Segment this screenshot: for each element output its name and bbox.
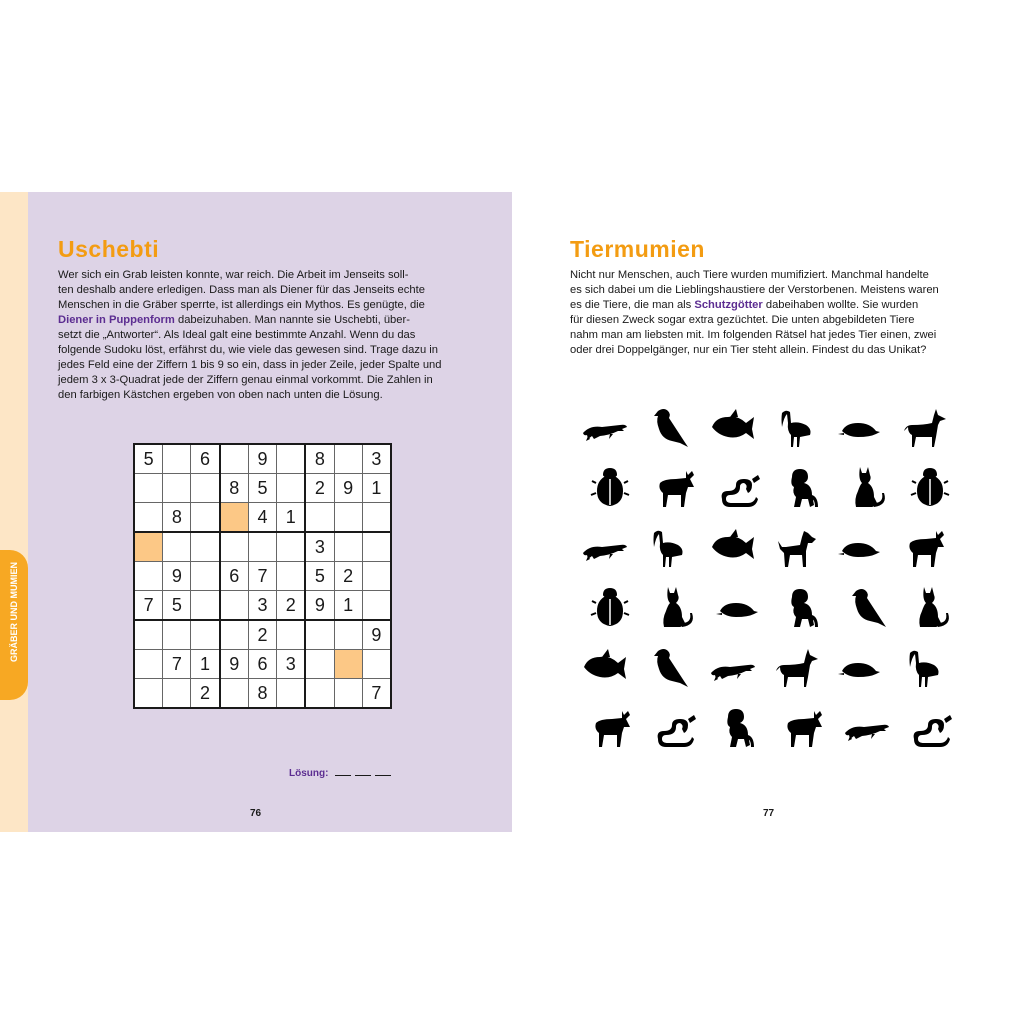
sudoku-row [134, 679, 391, 709]
sudoku-cell [220, 444, 249, 474]
sudoku-cell: 9 [163, 562, 191, 591]
fish-icon [708, 403, 756, 451]
text-line [58, 373, 442, 388]
sudoku-cell-highlighted [134, 532, 163, 562]
scarab-icon [586, 583, 634, 631]
snake-icon [906, 703, 954, 751]
sudoku-cell [277, 562, 306, 591]
sudoku-cell: 6 [248, 650, 276, 679]
sudoku-row [134, 444, 391, 474]
snake-icon [714, 463, 762, 511]
text-line [570, 343, 939, 358]
sudoku-cell: 3 [248, 591, 276, 621]
sudoku-cell [334, 444, 362, 474]
sudoku-cell: 8 [305, 444, 334, 474]
text-line [570, 268, 939, 283]
ibis-icon [644, 523, 692, 571]
sudoku-cell: 9 [248, 444, 276, 474]
sudoku-cell: 2 [191, 679, 220, 709]
sudoku-cell [163, 474, 191, 503]
sudoku-cell: 7 [134, 591, 163, 621]
sudoku-cell [163, 532, 191, 562]
highlighted-term: Schutzgötter [694, 299, 763, 311]
sudoku-cell [277, 679, 306, 709]
sudoku-cell: 9 [334, 474, 362, 503]
sudoku-cell [134, 679, 163, 709]
sudoku-cell [334, 532, 362, 562]
jackal-icon [772, 643, 820, 691]
text-segment: Menschen in die Gräber sperrte, ist allerdings ein Mythos. Es genügte, die [58, 299, 425, 311]
sudoku-cell [362, 591, 391, 621]
sudoku-cell [134, 474, 163, 503]
sudoku-cell [362, 532, 391, 562]
sudoku-cell: 6 [220, 562, 249, 591]
text-segment: dabeizuhaben. Man nannte sie Uschebti, über- [174, 314, 410, 326]
text-line [58, 358, 442, 373]
text-line [58, 343, 442, 358]
sudoku-row [134, 474, 391, 503]
sudoku-cell: 2 [334, 562, 362, 591]
text-line [570, 313, 939, 328]
sudoku-cell: 7 [163, 650, 191, 679]
sudoku-cell: 7 [248, 562, 276, 591]
sudoku-cell [362, 650, 391, 679]
text-segment: es die Tiere, die man als [570, 299, 695, 311]
sudoku-cell-highlighted [334, 650, 362, 679]
sudoku-cell [191, 591, 220, 621]
sudoku-cell [334, 503, 362, 533]
sudoku-cell: 6 [191, 444, 220, 474]
monkey-icon [778, 463, 826, 511]
cat-icon [906, 583, 954, 631]
text-segment: es sich dabei um die Lieblingshaustiere der Verstorbenen. Meistens waren [570, 284, 939, 296]
crocodile-icon [580, 523, 628, 571]
left-title: Uschebti [58, 236, 160, 262]
sudoku-cell: 4 [248, 503, 276, 533]
sudoku-cell [334, 679, 362, 709]
text-line [58, 313, 442, 328]
page-number-right: 77 [763, 808, 775, 819]
sudoku-cell: 5 [305, 562, 334, 591]
highlighted-term: Diener in Puppenform [58, 314, 175, 326]
sudoku-cell [134, 503, 163, 533]
sudoku-cell [277, 474, 306, 503]
solution-blank [375, 769, 391, 776]
shrew-icon [714, 583, 762, 631]
sudoku-cell: 3 [277, 650, 306, 679]
text-segment: den farbigen Kästchen ergeben von oben nach unten die Lösung. [58, 389, 383, 401]
sudoku-cell: 1 [362, 474, 391, 503]
sudoku-cell [334, 620, 362, 650]
text-segment: nahm man am liebsten mit. Im folgenden Rätsel hat jedes Tier einen, zwei [570, 329, 937, 341]
sudoku-cell [220, 679, 249, 709]
sudoku-cell [163, 679, 191, 709]
sudoku-cell [362, 503, 391, 533]
sudoku-cell: 7 [362, 679, 391, 709]
sudoku-cell [277, 532, 306, 562]
sudoku-cell [305, 503, 334, 533]
sudoku-cell [134, 562, 163, 591]
sudoku-cell [220, 532, 249, 562]
animal-silhouette-grid [580, 403, 950, 743]
sudoku-cell [248, 532, 276, 562]
crocodile-icon [708, 643, 756, 691]
sudoku-row [134, 562, 391, 591]
text-line [570, 328, 939, 343]
sudoku-cell: 8 [220, 474, 249, 503]
sudoku-cell: 8 [248, 679, 276, 709]
sudoku-row [134, 503, 391, 533]
right-body-text [570, 268, 939, 358]
ibis-icon [772, 403, 820, 451]
bull-icon [586, 703, 634, 751]
bull-icon [650, 463, 698, 511]
sudoku-cell: 9 [305, 591, 334, 621]
sudoku-cell: 1 [191, 650, 220, 679]
falcon-icon [644, 403, 692, 451]
sudoku-cell: 3 [362, 444, 391, 474]
text-segment: setzt die „Antworter“. Als Ideal galt eine bestimmte Anzahl. Wenn du das [58, 329, 416, 341]
sudoku-cell: 9 [220, 650, 249, 679]
falcon-icon [842, 583, 890, 631]
falcon-icon [644, 643, 692, 691]
sudoku-cell [191, 562, 220, 591]
shrew-icon [836, 403, 884, 451]
sudoku-cell [220, 591, 249, 621]
sudoku-cell [305, 650, 334, 679]
sudoku-row [134, 532, 391, 562]
jackal-icon [900, 403, 948, 451]
sudoku-cell [191, 620, 220, 650]
text-line [58, 388, 442, 403]
text-segment: jedes Feld eine der Ziffern 1 bis 9 so ein, dass in jeder Zeile, jeder Spalte und [58, 359, 442, 371]
sudoku-cell-highlighted [220, 503, 249, 533]
crocodile-icon [580, 403, 628, 451]
chapter-tab-text: GRÄBER UND MUMIEN [9, 562, 19, 662]
sudoku-row [134, 620, 391, 650]
text-segment: jedem 3 x 3-Quadrat jede der Ziffern genau einmal vorkommt. Die Zahlen in [58, 374, 433, 386]
sudoku-cell: 1 [334, 591, 362, 621]
text-segment: ten deshalb andere erledigen. Dass man als Diener für das Jenseits echte [58, 284, 425, 296]
text-line [58, 283, 442, 298]
sudoku-cell: 5 [248, 474, 276, 503]
sudoku-cell [134, 620, 163, 650]
monkey-icon [714, 703, 762, 751]
text-line [570, 298, 939, 313]
sudoku-cell: 8 [163, 503, 191, 533]
sudoku-row [134, 650, 391, 679]
text-segment: folgende Sudoku löst, erfährst du, wie viele das gewesen sind. Trage dazu in [58, 344, 438, 356]
sudoku-cell [362, 562, 391, 591]
solution-blank [355, 769, 371, 776]
solution-label: Lösung: [289, 768, 329, 779]
fish-icon [580, 643, 628, 691]
solution-line [289, 768, 391, 779]
scarab-icon [906, 463, 954, 511]
sudoku-cell: 9 [362, 620, 391, 650]
sudoku-cell [191, 532, 220, 562]
sudoku-cell: 2 [305, 474, 334, 503]
left-page [0, 192, 512, 832]
solution-blank [335, 769, 351, 776]
page-number-left: 76 [250, 808, 262, 819]
sudoku-cell [277, 444, 306, 474]
sudoku-cell [305, 620, 334, 650]
sudoku-cell: 5 [134, 444, 163, 474]
snake-icon [650, 703, 698, 751]
shrew-icon [836, 643, 884, 691]
text-line [58, 328, 442, 343]
crocodile-icon [842, 703, 890, 751]
bull-icon [900, 523, 948, 571]
text-segment: Nicht nur Menschen, auch Tiere wurden mumifiziert. Manchmal handelte [570, 269, 929, 281]
text-line [570, 283, 939, 298]
right-title: Tiermumien [570, 236, 705, 262]
text-line [58, 268, 442, 283]
bull-icon [778, 703, 826, 751]
sudoku-cell [163, 620, 191, 650]
sudoku-cell [305, 679, 334, 709]
scarab-icon [586, 463, 634, 511]
cat-icon [842, 463, 890, 511]
monkey-icon [778, 583, 826, 631]
sudoku-cell [163, 444, 191, 474]
sudoku-cell: 5 [163, 591, 191, 621]
sudoku-row [134, 591, 391, 621]
text-line [58, 298, 442, 313]
dog-icon [772, 523, 820, 571]
sudoku-cell: 3 [305, 532, 334, 562]
text-segment: oder drei Doppelgänger, nur ein Tier steht allein. Findest du das Unikat? [570, 344, 927, 356]
sudoku-cell [220, 620, 249, 650]
sudoku-grid [133, 443, 392, 709]
text-segment: dabeihaben wollte. Sie wurden [762, 299, 919, 311]
sudoku-cell [134, 650, 163, 679]
sudoku-cell: 2 [277, 591, 306, 621]
sudoku-cell [191, 503, 220, 533]
fish-icon [708, 523, 756, 571]
sudoku-cell: 2 [248, 620, 276, 650]
sudoku-cell: 1 [277, 503, 306, 533]
page-edge-strip [0, 192, 28, 832]
ibis-icon [900, 643, 948, 691]
text-segment: für diesen Zweck sogar extra gezüchtet. Die unten abgebildeten Tiere [570, 314, 915, 326]
text-segment: Wer sich ein Grab leisten konnte, war reich. Die Arbeit im Jenseits soll- [58, 269, 409, 281]
cat-icon [650, 583, 698, 631]
left-body-text [58, 268, 442, 403]
sudoku-cell [191, 474, 220, 503]
sudoku-cell [277, 620, 306, 650]
shrew-icon [836, 523, 884, 571]
